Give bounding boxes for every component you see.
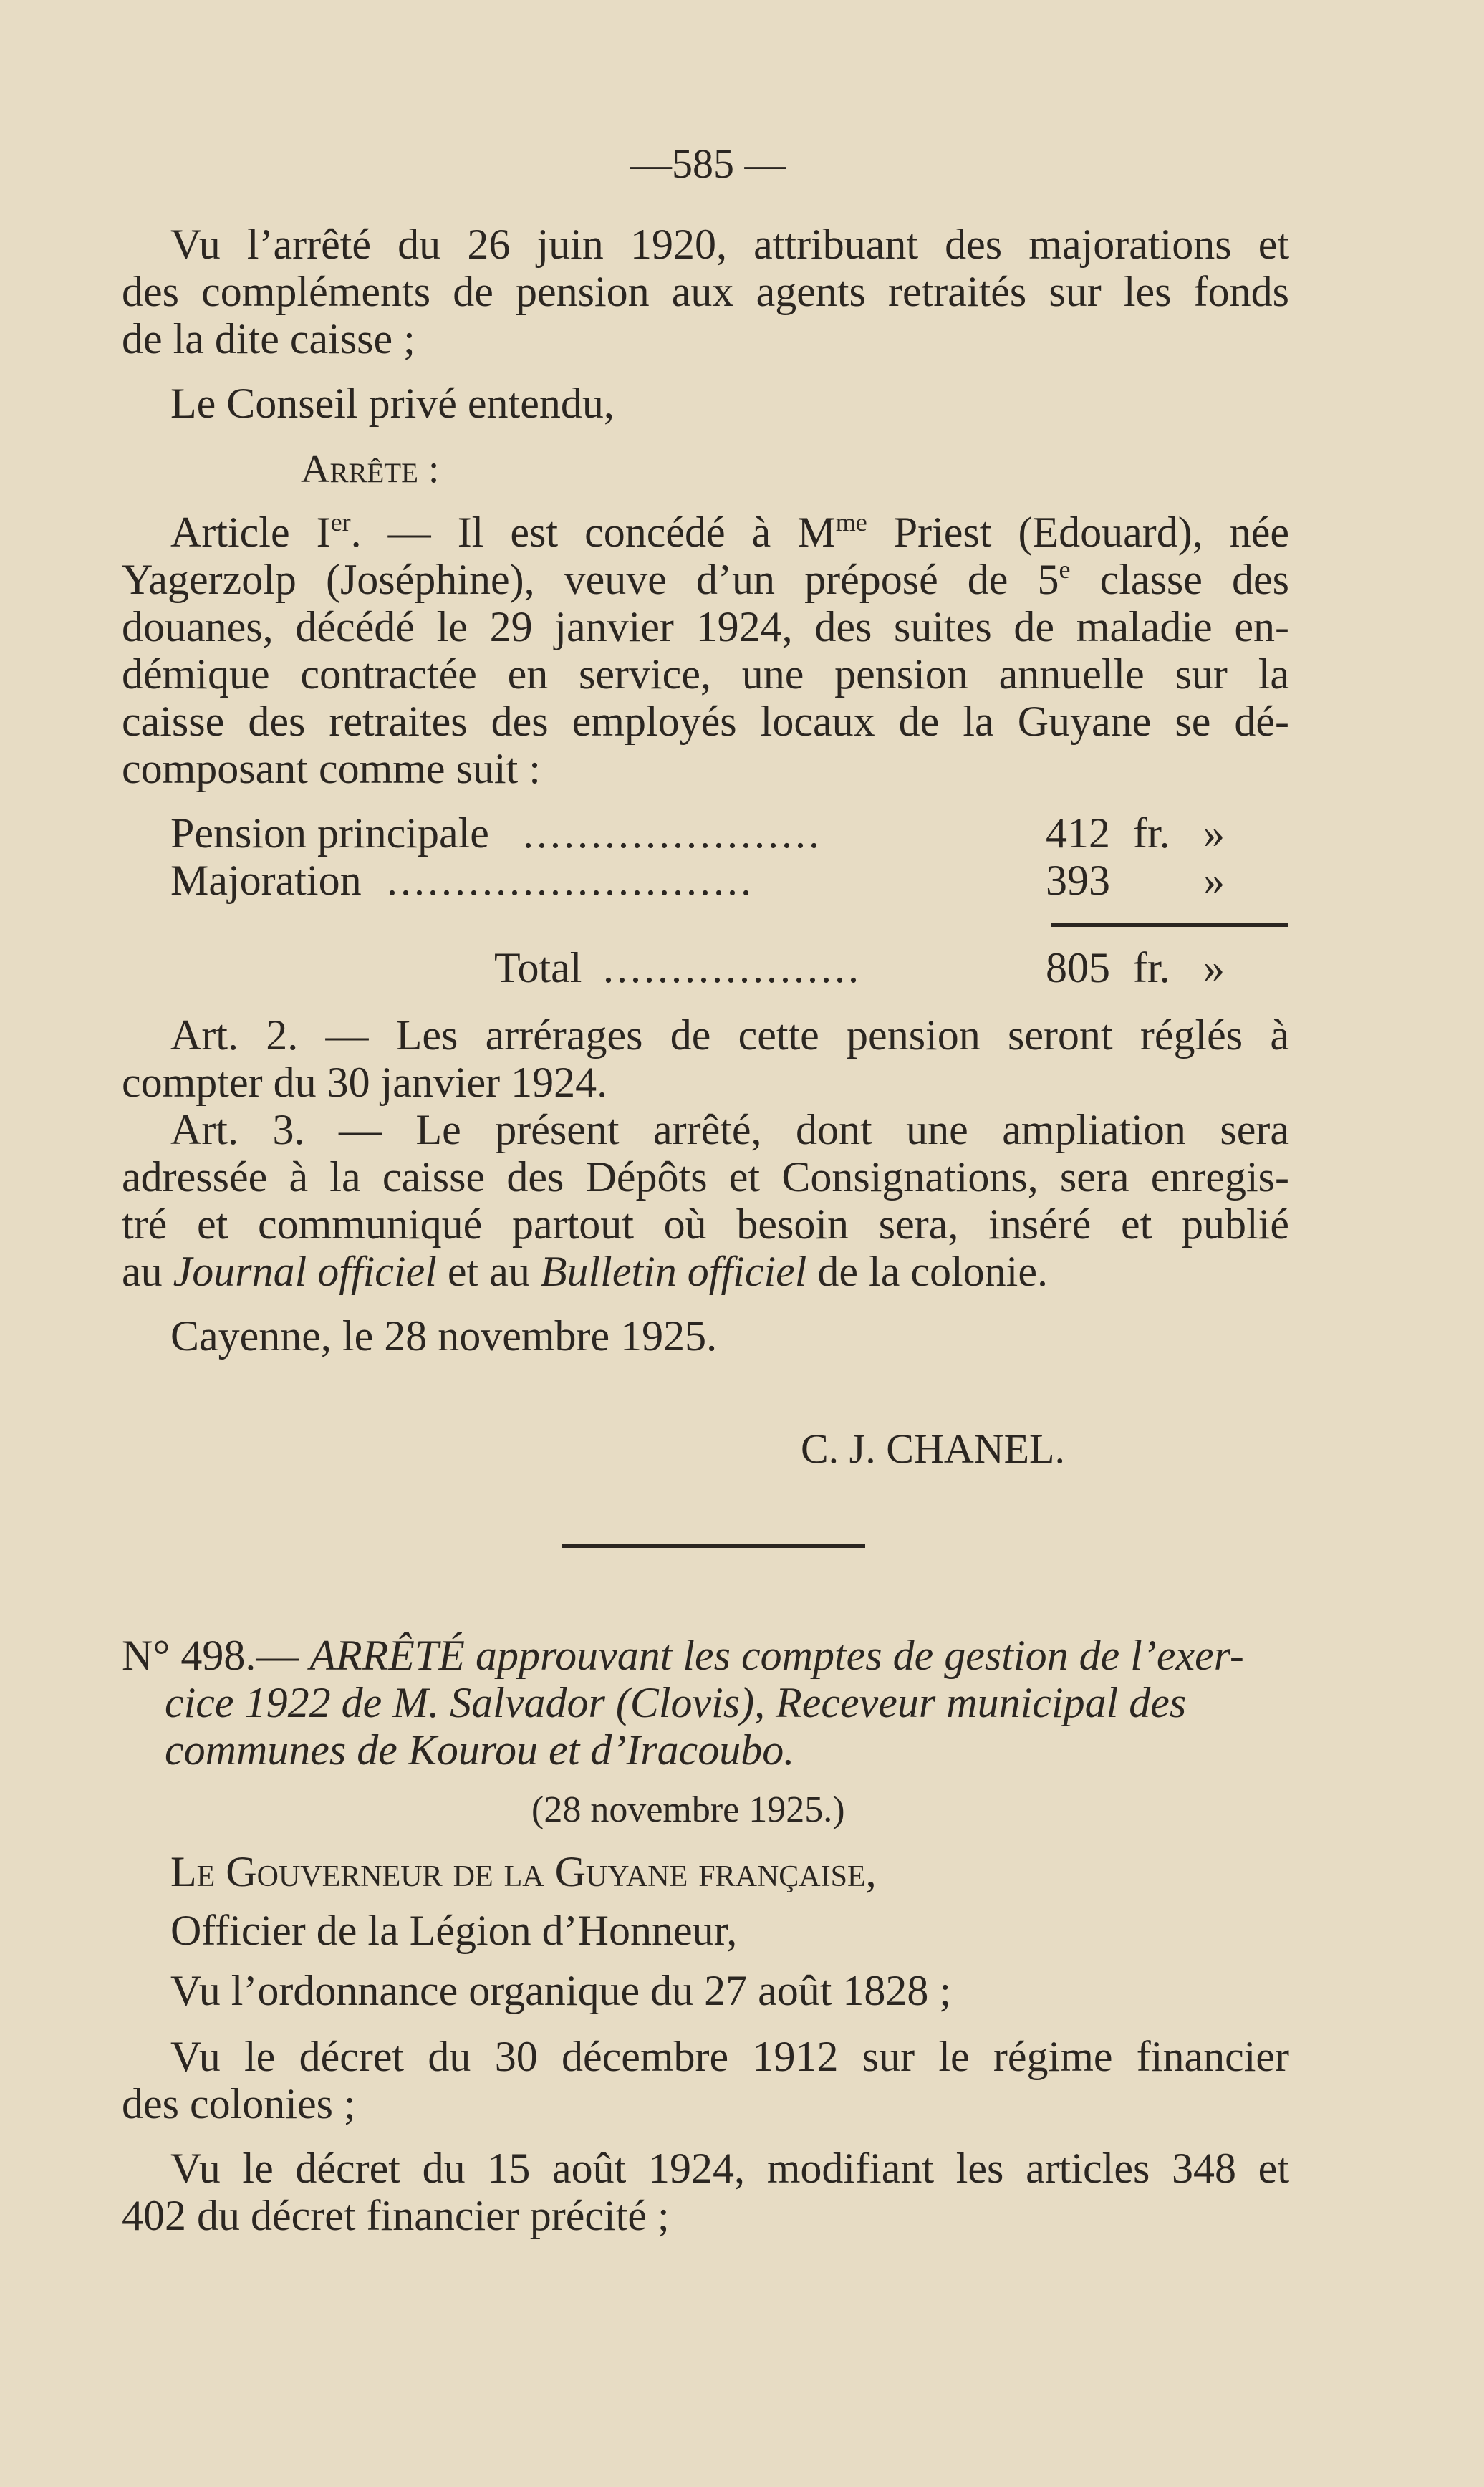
text-span: et au (436, 1248, 541, 1295)
text-span: Priest (Edouard), née (867, 509, 1290, 556)
text-line (122, 556, 1289, 603)
heading-arrete: Arrête : (301, 447, 440, 491)
text-line: des colonies ; (122, 2080, 356, 2127)
article-label: Article I (170, 509, 331, 556)
text-line: de la dite caisse ; (122, 315, 415, 362)
signature: C. J. CHANEL. (801, 1425, 1065, 1472)
table-row-label: Majoration (170, 857, 362, 904)
text-line: Vu l’arrêté du 26 juin 1920, attribuant des majorations et (170, 221, 1289, 268)
text-line: douanes, décédé le 29 janvier 1924, des suites de maladie en- (122, 603, 1289, 650)
text-line: Le Conseil privé entendu, (170, 380, 615, 427)
text-line: des compléments de pension aux agents retraités sur les fonds (122, 268, 1289, 315)
table-row-amount: 393 (1046, 857, 1110, 904)
total-amount: 805 (1046, 944, 1110, 991)
page-number: —585 — (630, 140, 786, 187)
text-line (170, 509, 1289, 556)
table-row-label: Pension principale (170, 809, 489, 857)
table-row-amount: 412 (1046, 809, 1110, 857)
text-line: Art. 2. — Les arrérages de cette pension seront réglés à (170, 1011, 1289, 1059)
place-date: Cayenne, le 28 novembre 1925. (170, 1312, 718, 1360)
text-line: adressée à la caisse des Dépôts et Consignations, sera enregis- (122, 1153, 1289, 1201)
total-label: Total (494, 944, 582, 991)
text-span: classe des (1070, 556, 1289, 603)
leader-dots: ...................... (523, 809, 822, 857)
decree-date: (28 novembre 1925.) (531, 1789, 845, 1830)
text-line: Vu le décret du 30 décembre 1912 sur le régime financier (170, 2033, 1289, 2080)
text-span: Yagerzolp (Joséphine), veuve d’un préposé de 5 (122, 556, 1059, 603)
bulletin-officiel: Bulletin officiel (540, 1248, 807, 1295)
text-line (122, 1248, 1048, 1295)
section-separator (562, 1544, 865, 1548)
text-span: au (122, 1248, 173, 1295)
text-line: caisse des retraites des employés locaux de la Guyane se dé- (122, 698, 1289, 745)
text-line: tré et communiqué partout où besoin sera, inséré et publié (122, 1201, 1289, 1248)
decree-number: N° 498.— (122, 1632, 310, 1679)
superscript: er (330, 508, 351, 537)
text-line: Vu l’ordonnance organique du 27 août 1828 ; (170, 1967, 952, 2014)
total-mark: » (1203, 944, 1225, 991)
text-line: 402 du décret financier précité ; (122, 2192, 670, 2239)
superscript: e (1059, 555, 1071, 584)
decree-title: ARRÊTÉ approuvant les comptes de gestion de l’exer- (309, 1632, 1244, 1679)
total-unit: fr. (1133, 944, 1170, 991)
leader-dots: ................... (603, 944, 862, 991)
decree-title-line: communes de Kourou et d’Iracoubo. (165, 1726, 795, 1774)
decree-title-line (122, 1632, 1244, 1679)
leader-dots: ........................... (387, 857, 754, 904)
text-span: de la colonie. (806, 1248, 1048, 1295)
superscript: me (835, 508, 867, 537)
text-line: compter du 30 janvier 1924. (122, 1059, 608, 1106)
total-rule (1051, 923, 1288, 927)
text-line: Art. 3. — Le présent arrêté, dont une ampliation sera (170, 1106, 1289, 1153)
table-row-unit: fr. (1133, 809, 1170, 857)
text-line: composant comme suit : (122, 745, 541, 792)
journal-officiel: Journal officiel (173, 1248, 437, 1295)
text-line: démique contractée en service, une pension annuelle sur la (122, 650, 1289, 698)
decree-title-line: cice 1922 de M. Salvador (Clovis), Receveur municipal des (165, 1679, 1187, 1726)
governor-line: Le Gouverneur de la Guyane française, (170, 1848, 877, 1895)
table-row-mark: » (1203, 857, 1225, 904)
text-line: Vu le décret du 15 août 1924, modifiant les articles 348 et (170, 2145, 1289, 2192)
text-span: . — Il est concédé à M (350, 509, 836, 556)
text-line: Officier de la Légion d’Honneur, (170, 1907, 738, 1954)
table-row-mark: » (1203, 809, 1225, 857)
